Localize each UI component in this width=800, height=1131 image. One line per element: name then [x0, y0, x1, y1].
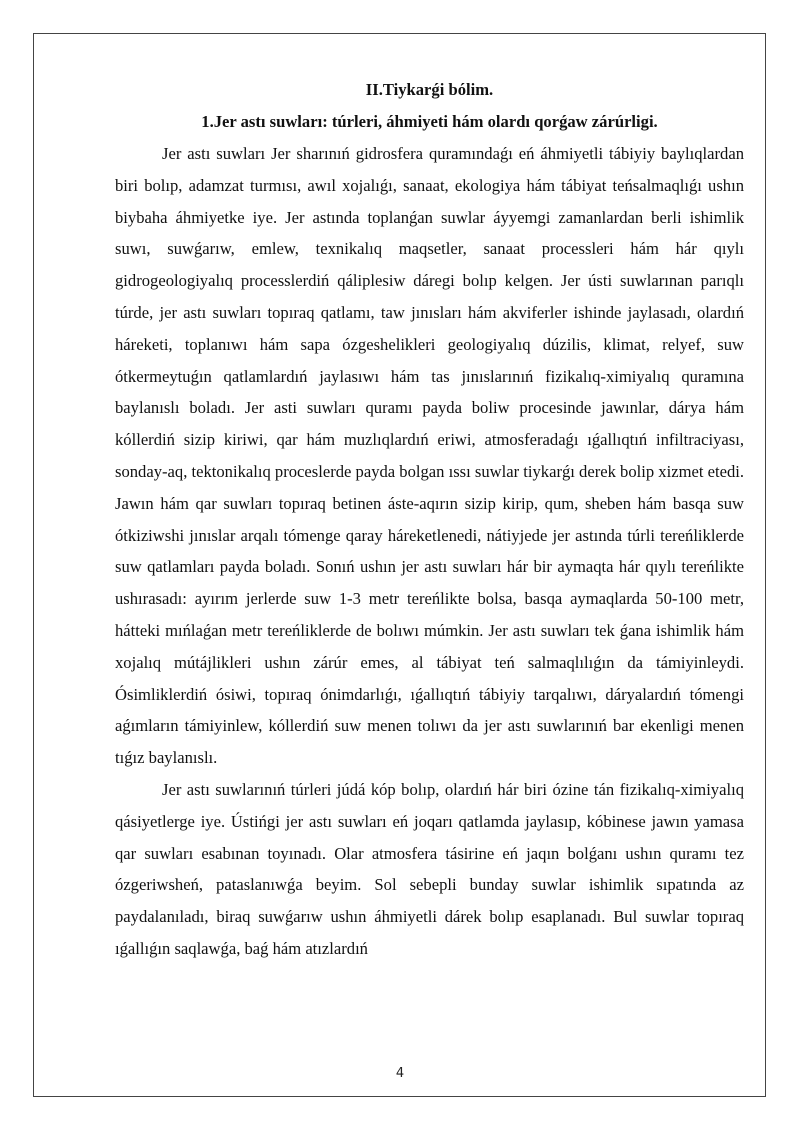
paragraph: Jer astı suwlarınıń túrleri júdá kóp bolıp, olardıń hár biri ózine tán fizikalıq-ximiyalıq qásiyetlerge iye. Ústińgi jer astı suwları eń joqarı qatlamda jaylasıp, kóbinese jawın yamasa qar suwları esabınan toyınadı. Olar atmosfera tásirine eń jaqın bolǵanı ushın quramı tez ózgeriwsheń, pataslanıwǵa beyim. Sol sebepli bunday suwlar ishimlik sıpatında az paydalanıladı, biraq suwǵarıw ushın áhmiyetli dárek bolıp esaplanadı. Bul suwlar topıraq ıǵallıǵın saqlawǵa, baǵ hám atızlardıń [115, 779, 744, 958]
document-body [115, 74, 744, 965]
paragraph: Jer astı suwları Jer sharınıń gidrosfera quramındaǵı eń áhmiyetli tábiyiy baylıqlardan biri bolıp, adamzat turmısı, awıl xojalıǵı, sanaat, ekologiya hám tábiyat teńsalmaqlıǵı ushın biybaha áhmiyetke iye. Jer astında toplanǵan suwlar áyyemgi zamanlardan berli ishimlik suwı, suwǵarıw, emlew, texnikalıq maqsetler, sanaat processleri hám hár qıylı gidrogeologiyalıq processlerdiń qáliplesiw dáregi bolıp kelgen. Jer ústi suwlarınan parıqlı túrde, jer astı suwları topıraq qatlamı, taw jınısları hám akviferler ishinde jaylasadı, olardıń háreketi, toplanıwı hám sapa ózgeshelikleri geologiyalıq dúzilis, klimat, relyef, suw ótkermeytuǵın qatlamlardıń jaylasıwı hám tas jınıslarınıń fizikalıq-ximiyalıq quramına baylanıslı boladı. Jer asti suwları quramı payda boliw procesinde jawınlar, dárya hám kóllerdiń sizip kiriwi, qar hám muzlıqlardıń eriwi, atmosferadaǵı ıǵallıqtıń infiltraciyası, sonday-aq, tektonikalıq proceslerde payda bolgan ıssı suwlar tiykarǵı derek bolip xizmet etedi. Jawın hám qar suwları topıraq betinen áste-aqırın sizip kirip, qum, sheben hám basqa suw ótkiziwshi jınıslar arqalı tómenge qaray háreketlenedi, nátiyjede jer astında túrli tereńliklerde suw qatlamları payda boladı. Sonıń ushın jer astı suwları hár bir aymaqta hár qıylı tereńlikte ushırasadı: ayırım jerlerde suw 1-3 metr tereńlikte bolsa, basqa aymaqlarda 50-100 metr, hátteki mıńlaǵan metr tereńliklerde de bolıwı múmkin. Jer astı suwları tek ǵana ishimlik hám xojalıq mútájlikleri ushın zárúr emes, al tábiyat teń salmaqlılıǵın da támiyinleydi. Ósimliklerdiń ósiwi, topıraq ónimdarlıǵı, ıǵallıqtıń tábiyiy tarqalıwı, dáryalardıń tómengi aǵımların támiyinlew, kóllerdiń suw menen tolıwı da jer astı suwlarınıń bar ekenligi menen tıǵız baylanıslı. [115, 144, 744, 768]
page-number: 4 [395, 1066, 405, 1081]
section-title: II.Tiykarǵi bólim. [365, 80, 494, 99]
subsection-title: 1.Jer astı suwları: túrleri, áhmiyeti hám olardı qorǵaw zárúrligi. [201, 112, 658, 131]
